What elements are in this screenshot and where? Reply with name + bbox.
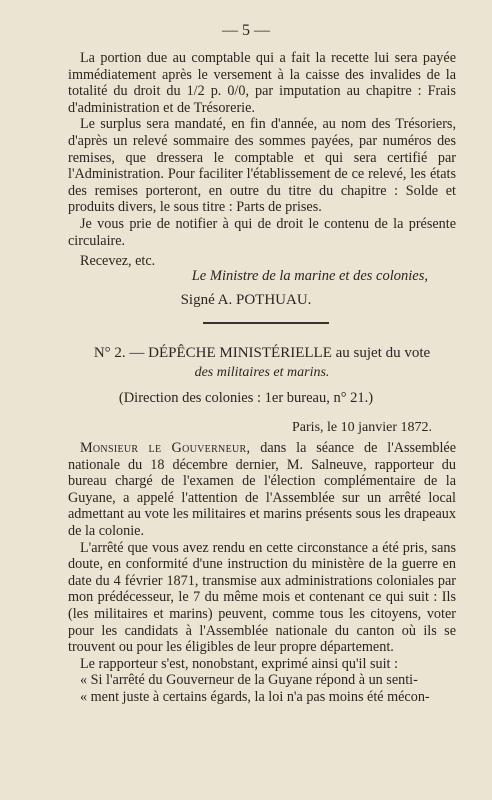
section-divider (203, 322, 329, 324)
signature-title: Le Ministre de la marine et des colonies, (191, 268, 428, 284)
body-paragraph: Le rapporteur s'est, nonobstant, exprimé ainsi qu'il suit : (80, 655, 398, 672)
body-paragraph: L'arrêté que vous avez rendu en cette circonstance a été pris, sans doute, en conformité d'une instruction du ministère de la guerre en date du 4 février 1871, transmise aux administrations coloniales par mon prédécesseur, le 7 du même mois et contenant ce qui suit : Ils (les militaires et marins) peuvent, comme tous les citoyens, voter pour les candidats à l'Assemblée nationale du canton où ils se trouvent ou pour les éligibles de leur propre département. (68, 539, 456, 656)
quote-line: « Si l'arrêté du Gouverneur de la Guyane répond à un senti- (80, 672, 418, 689)
salutation: Monsieur le Gouverneur, (80, 440, 251, 456)
intro-text (68, 50, 456, 270)
dateline: Paris, le 10 janvier 1872. (292, 420, 432, 435)
direction-line: (Direction des colonies : 1er bureau, n° 21.) (118, 390, 374, 406)
depeche-heading (68, 344, 456, 382)
closing-formula: Recevez, etc. (80, 253, 156, 270)
intro-paragraph: La portion due au comptable qui a fait la recette lui sera payée immédiatement après le versement à la caisse des invalides de la totalité du droit du 1/2 p. 0/0, par imputation au chapitre : Frais d'administration et de Trésorerie. (68, 50, 456, 116)
page-number: — 5 — (222, 22, 270, 39)
intro-paragraph: Le surplus sera mandaté, en fin d'année, au nom des Trésoriers, d'après un relevé sommaire des sommes payées, par numéros des remises, que dressera le comptable et qui sera certifié par l'Administration. Pour faciliter l'établissement de ce relevé, les états des remises porteront, en outre du titre du chapitre : Solde et produits divers, le sous titre : Parts de prises. (68, 116, 456, 216)
depeche-heading-sub: des militaires et marins. (194, 365, 330, 380)
body-paragraph (68, 440, 456, 540)
signature-name: Signé A. POTHUAU. (180, 292, 312, 308)
body-paragraph-text: dans la séance de l'Assemblée nationale du 18 décembre dernier, M. Salneuve, rapporteur du bureau chargé de l'examen de l'élection complémentaire de la Guyane, a appelé l'attention de l'Assemblée sur un arrêté local admettant au vote les militaires et marins présents sous les drapeaux de la colonie. (68, 440, 457, 539)
intro-paragraph: Je vous prie de notifier à qui de droit le contenu de la présente circulaire. (68, 215, 456, 249)
depeche-heading-main: N° 2. — DÉPÊCHE MINISTÉRIELLE au sujet du vote (93, 345, 431, 361)
quote-line: « ment juste à certains égards, la loi n'a pas moins été mécon- (80, 688, 430, 705)
depeche-body (68, 440, 456, 706)
